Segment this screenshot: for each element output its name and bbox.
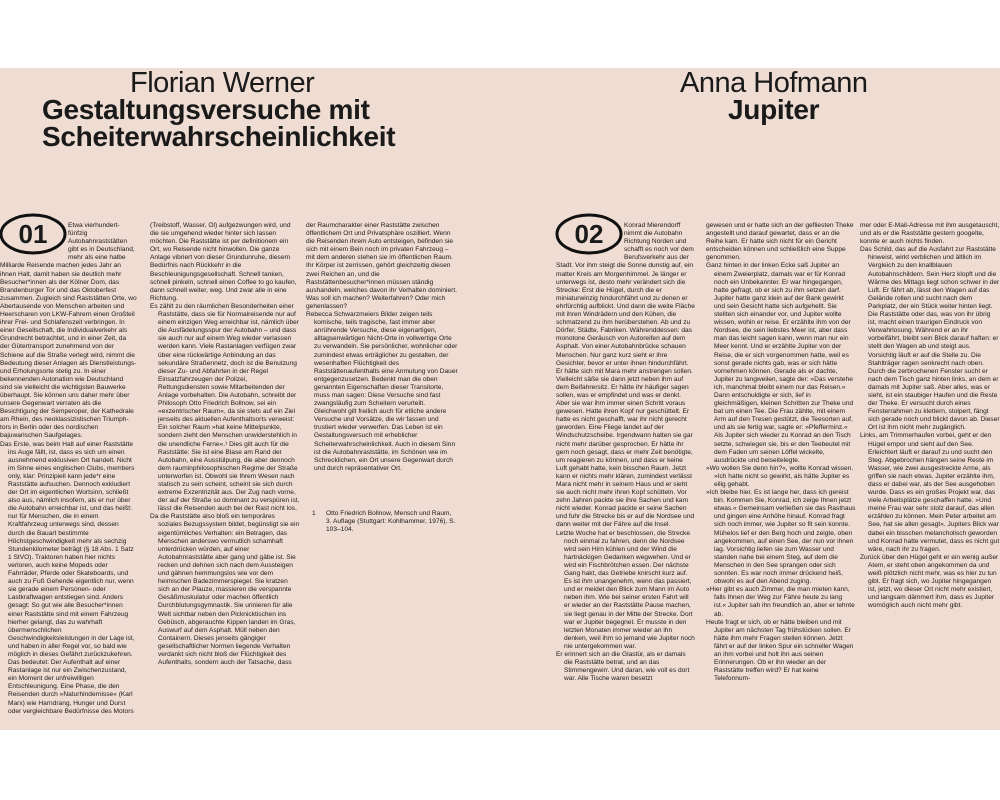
magazine-spread bbox=[0, 68, 1000, 730]
footnote-text: Otto Friedrich Bollnow, Mensch und Raum, 3. Auflage (Stuttgart: Kohlhammer, 1976), S. 103–104. bbox=[326, 510, 456, 534]
footnote-number: 1 bbox=[312, 510, 316, 517]
left-col2-para2: Es zählt zu den räumlichen Besonderheiten einer Raststätte, dass sie für Normalreisende nur auf einem einzigen Weg erreichbar ist, nämlich über die Ausfädelungsspur der Autobahn – und dass sie auch nur auf einem Weg wieder verlassen werden kann. Viele Rastanlagen verfügen zwar über eine rückwärtige Anbindung an das sekundäre Straßennetz, doch ist die Benutzung dieser Zu- und Abfahrten in der Regel Einsatzfahrzeugen der Polizei, Rettungsdiensten sowie Mitarbeitenden der Anlage vorbehalten. Die Autobahn, schreibt der Philosoph Otto Friedrich Bollnow, sei ein »exzentrischer Raum«, da sie stets auf ein Ziel jenseits des aktuellen Aufenthaltsorts verweist: Ein solcher Raum »hat keine Mittelpunkte, sondern zieht den Menschen unwiderstehlich in die unendliche Ferne«.¹ Dies gilt auch für die Raststätte: Sie ist eine Blase am Rand der Autobahn, eine Ausstülpung, die aber dennoch dem rauminphilosophischen Regime der Straße unterworfen ist. Obwohl sie Ihrem Wesen nach statisch zu sein scheint, scheint sie sich durch extreme Exzentrizität aus. Der Zug nach vorne, der auf der Straße so dominant zu verspüren ist, lässt die Reisenden auch bei der Rast nicht los. bbox=[150, 302, 300, 513]
left-column-3 bbox=[306, 222, 458, 522]
right-col3-para1: mer oder E-Mail-Adresse mit ihm ausgetauscht, und als er die Raststätte gestern googelte, konnte er auch nichts finden. bbox=[860, 222, 1000, 246]
left-col3-para2: Rebecca Schwarzmeiers Bilder zeigen teils komische, teils tragische, fast immer aber anrührende Versuche, diese eigenartigen, alltagsenwärtigen Nicht-Orte in vollwertige Orte zu verwandeln. Sie persönlicher, wohnlicher oder zumindest etwas erträglicher zu gestalten, der wesenhaften Flüchtigkeit des Raststättenaufenthalts eine Anmutung von Dauer entgegenzusetzen. Bedenkt man die oben genannten Eigenschaften dieser Transitorte, muss man sagen: Diese Versuche sind fast zwangsläufig zum Scheitern verurteilt. Gleichwohl gilt freilich auch für etliche andere Versuche und Vorsätze, die wir fassen und trustiert wieder verwerfen. Das Leben ist ein Gestaltungsversuch mit erheblicher Scheiterwahrscheinlichkeit. Auch in diesem Sinn ist die Autobahnraststätte, im Schönen wie im Schrecklichen, ein Ort unsere Gegenwart durch und durch repräsentativer Ort. bbox=[306, 311, 458, 472]
left-footnote bbox=[312, 510, 458, 534]
right-col1-para1: Konrad Mierendorff nimmt die Autobahn Richtung Norden und schafft es noch vor dem Berufsverkehr aus der Stadt. Vor ihm steigt die Sonne dunstig auf, ein matter Kreis am Morgenhimmel. Je länger er unterwegs ist, desto mehr verändert sich die Strecke: Erst die Hügel, durch die er miniaturwinzig hindurchfährt und zu denen er ehrfürchtig aufblickt. Und dann die weite Fläche mit ihren Windrädern und den Kühen, die schmatzend zu ihm herüberstehen. Ab und zu Dörfer, Städte, Fabriken. Währenddessen: das monotone Geräusch von Autoreifen auf dem Asphalt. Von einer Autobahnbrücke schauen Menschen. Nur ganz kurz sieht er ihre Gesichter, bevor er unter ihnen hindurchfährt. Er hätte sich mit Mara mehr anstrengen sollen. Vielleicht säße sie dann jetzt neben ihm auf dem Beifahrersitz. Er hätte ihr häufiger sagen sollen, was er empfindet und was er denkt. Aber sie war ihm immer einen Schritt voraus gewesen. Hatte ihren Kopf nur geschüttelt. Er hatte es nicht geschafft, war ihr nicht gerecht geworden. Eine Fliege landet auf der Windschutzscheibe. Irgendwann hatten sie gar nicht mehr darüber gesprochen. Er hätte ihr gern noch gesagt, dass er mehr Zeit benötigte, um reagieren zu können, und dass er keine Luft gehabt hatte, kein bisschen Raum. Jetzt kann er nichts mehr klären, zumindest verlässt Mara nicht mehr in seinem Haus und er sieht sie auch nicht mehr ihren Kopf schütteln. Vor zehn Jahren packte sie ihre Sachen und kam nicht wieder. Konrad packte er seine Sachen und fuhr die Strecke bis er auf die Nordsee und dann weiter mit der Fähre auf die Insel. bbox=[556, 222, 695, 529]
right-col3-para2: Das Schild, das auf die Ausfahrt zur Raststätte hinweist, wirkt verblichen und ältlich im Vergleich zu den knallblauen Autobahnschildern. Sein Herz klopft und die Wärme des Mittags liegt schon schwer in der Luft. Er fährt ab, lässt den Wagen auf das Gelände rollen und sucht nach dem Parkplatz, der ein Stück weiter hinten liegt. Die Raststätte oder das, was von ihr übrig ist, macht einen traurigen Eindruck von Verwahrlosung. Während er an ihr vorbeifährt, bleibt sein Blick darauf haften: er stellt den Wagen ab und steigt aus. Vorsichtig läuft er auf die Stelle zu. Die Stahlträger ragen senkrecht nach oben. Durch die zerbrochenen Fenster sucht er nach dem Tisch ganz hinten links, an dem er damals mit Jupiter saß. Aber alles, was er sieht, ist ein staubiger Haufen und die Reste der Theke. Er versucht durch eines Fensterrahmen zu klettern, stolpert, fängt sich gerade noch und blickt davon ab. Dieser Ort ist ihm nicht mehr zugänglich. bbox=[860, 246, 1000, 432]
right-col2-para5: »Hier gibt es auch Zimmer, die man mieten kann, falls Ihnen der Weg zur Fähre heute zu lang ist.« Jupiter sah ihn freundlich an, aber er lehnte ab. bbox=[706, 586, 855, 618]
left-column-1 bbox=[0, 222, 137, 730]
left-author: Florian Werner bbox=[130, 68, 315, 99]
right-column-2 bbox=[706, 222, 856, 730]
left-col3-para1: der Raumcharakter einer Raststätte zwischen öffentlichem Ort und Privatsphäre oszilliert. Wenn die Reisenden ihrem Auto entsteigen, befinden sie sich mit einem Bein noch im privaten Fahrzeug – mit dem anderen stehen sie im öffentlichen Raum. Ihr Körper ist zerrissen, gehört gleichzeitig diesen zwei Reichen an, und die Raststättenbesucher*innen müssen ständig aushandeln, welches davon ihr Verhalten dominiert. Was soll ich machen? Weiterfahren? Oder mich gehenlassen? bbox=[306, 222, 458, 310]
right-author: Anna Hofmann bbox=[680, 68, 868, 99]
right-col3-para3: Links, am Trimmerhaufen vorbei, geht er den Hügel empor und sieht auf den See. Erleichtert läuft er darauf zu und sucht den Steg. Abgebrochen hängen seine Reste im Wasser, wie zwei ausgestreckte Arme, als griffen sie nach etwas. Jupiter erzählte ihm, dass er dabei war, als der See ausgehoben wurde. Dass es ein großes Projekt war, das viele Arbeitsplätze geschaffen hatte. »Und meine Frau war sehr stolz darauf, das allen erzählen zu können. Mein Peter arbeitet am See, hat sie allen gesagt«. Jupiters Blick war dabei ein bisschen melancholisch geworden und Konrad hatte vermutet, dass es nicht gut wäre, nach ihr zu fragen. bbox=[860, 432, 1000, 553]
right-column-1 bbox=[556, 222, 695, 730]
left-title-line1: Gestaltungsversuche mit bbox=[42, 94, 370, 125]
right-column-3 bbox=[860, 222, 1000, 730]
right-number-text: 02 bbox=[574, 219, 604, 249]
left-col2-para1: (Treibstoff, Wasser, Öl) aufgezwungen wird, und die sie umgehend wieder hinter sich lassen möchten. Die Raststätte ist per definitionem ein Ort, wo Reisende nicht hinwollen. Die ganze Anlage vibriert von dieser Grundunruhe, diesem Bedürfnis nach Rückkehr in die Beschleunigungsgesellschaft. Schnell tanken, schnell pinkeln, schnell einen Coffee to go kaufen, dann schnell weiter, weg. Und zwar alle in eine Richtung. bbox=[150, 222, 297, 302]
left-col1-para1: Etwa vierhundert-fünfzig Autobahnraststätten gibt es in Deutschland, mehr als eine halbe Milliarde Reisende machen jedes Jahr an ihnen Halt, damit haben sie deutlich mehr Besucher*innen als der Kölner Dom, das Brandenburger Tor und das Oktoberfest zusammen. Zugleich sind Raststätten Orte, wo Abertausende von Menschen arbeiten und Heerscharen von LKW-Fahrern einen Großteil ihrer Frei- und Schlafenszeit verbringen. In einer Gesellschaft, die Individualverkehr als Grundrecht betrachtet, und in einer Zeit, da der Gütertransport zunehmend von der Schiene auf die Straße verlegt wird, nimmt die Bedeutung dieser Anlagen als Dienstleistungs- und Erholungsorte stetig zu. In einer bekennenden Autonation wie Deutschland sind sie vielleicht die wichtigsten Bauwerke überhaupt. Sie können uns daher mehr über unsere Gegenwart verraten als die Besichtigung der Semperoper, der Kathedrale am Rhein, des neoklassizistischen Triumphtors in Berlin oder des nordischen bajuwarischen Saufgelages. bbox=[0, 222, 137, 440]
right-col1-para2: Letzte Woche hat er beschlossen, die Strecke noch einmal zu fahren, denn die Nordsee wird sein Hirn kühlen und der Wind die hartnäckigen Gedanken wegwehen. Und er wird ein Fischbrötchen essen. Der nächste Gang hakt, das Getriebe knirscht kurz auf. Es ist ihm unangenehm, wenn das passiert, und er meidet den Blick zum Mann im Auto neben ihm. Wie bei seiner ersten Fahrt will er wieder an der Raststätte Pause machen, sie liegt genau in der Mitte der Strecke. Dort war er Jupiter begegnet. Er musste in den letzten Monaten immer wieder an ihn denken, weil ihm so jemand wie Jupiter noch nie untergekommen war. bbox=[556, 529, 695, 650]
left-column-2 bbox=[150, 222, 300, 730]
right-col2-para3: »Wo wollen Sie denn hin?«, wollte Konrad wissen. »Ich hatte nicht so gewirkt, als hätte Jupiter es eilig gehabt. bbox=[706, 464, 854, 488]
right-col3-para4: Zurück über den Hügel geht er ein wenig außer Atem, er steht oben angekommen da und weiß plötzlich nicht mehr, was es hier zu tun gibt. Er fragt sich, wo Jupiter hingegangen ist, jetzt, wo dieser Ort nicht mehr existiert, und langsam dämmert ihm, dass es Jupiter womöglich auch nicht mehr gibt. bbox=[860, 553, 999, 610]
right-col2-para6: Heute fragt er sich, ob er hätte bleiben und mit Jupiter am nächsten Tag frühstücken sollen. Er hätte ihm mehr Fragen stellen können. Jetzt fährt er auf der linken Spur ein schneller Wagen an ihm vorbei und holt ihn aus seinen Erinnerungen. Ob er ihn wieder an der Raststätte treffen wird? Er hat keine Telefonnum- bbox=[706, 618, 854, 683]
right-col2-para2: Ganz hinten in der linken Ecke saß Jupiter an einem Zweierplatz, damals war er für Konrad noch ein Unbekannter. Er war hingegangen, hatte gefragt, ob er sich zu ihm setzen darf. Jupiter hatte ganz klein auf der Bank gewirkt und sein Gesicht hatte sich aufgehellt. Sie stellten sich einander vor, und Jupiter wollte wissen, wohin er reise. Er erzählte ihm von der Nordsee, die sein liebstes Meer ist, aber dass man das leicht sagen kann, wenn man nur ein Meer kennt. Und er erzählte Jupiter von der Reise, die er sich vorgenommen hatte, weil es sonst gerade nichts gab, was er sich hätte vornehmen können. Gerade als er dachte, Jupiter zu langweilen, sagte der: »Das verstehe ich, manchmal bleibt einem nur das Reisen.« Dann entschuldigte er sich, lief in gleichmäßigen, kleinen Schritten zur Theke und bat um einen Tee. Die Frau zählte, mit einem Arm auf den Tresen gestützt, die Teesorten auf, und als sie fertig war, sagte er: »Pfefferminz.« Als Jupiter sich wieder zu Konrad an den Tisch setzte, schwiegen sie, bis er den Teebeutel mit dem Faden um seinen Löffel wickelte, ausdrückte und beiseitelegte. bbox=[706, 262, 854, 464]
right-col2-para1: gewesen und er hatte sich an der gefliesten Theke angestellt und darauf gewartet, dass er an die Reihe kam. Er hatte sich nicht für ein Gericht entscheiden können und schließlich eine Suppe genommen. bbox=[706, 222, 854, 262]
left-number-text: 01 bbox=[18, 219, 48, 249]
right-col1-para3: Er erinnert sich an die Glastür, als er damals die Raststätte betrat, und an das Stimmengewirr. Und daran, wie voll es dort war. Alle Tische waren besetzt bbox=[556, 650, 690, 683]
left-col1-para2: Das Erste, was beim Halt auf einer Raststätte ins Auge fällt, ist, dass es sich um einen ausnehmend exklusiven Ort handelt. Nicht im Sinne eines englischen Clubs, members only, klar: Prinzipiell kann jede*r eine Raststätte aufsuchen. Dennoch exkludiert der Ort im eigentlichen Wortsinn, schließt also aus, nämlich insofern, als er nur über die Autobahn erreichbar ist, und das heißt: nur für Menschen, die in einem Kraftfahrzeug unterwegs sind, dessen durch die Bauart bestimmte Höchstgeschwindigkeit mehr als sechzig Stundenkilometer beträgt (§ 18 Abs. 1 Satz 1 StVO). Traktoren haben hier nichts verloren, auch keine Mopeds oder Fahrräder, Pferde oder Skateboards, und auch zu Fuß Gehende eigentlich nur, wenn sie gerade einem Personen- oder Lastkraftwagen entstiegen sind. Anders gesagt: So gut wie alle Besucher*innen einer Raststätte sind mit einem Fahrzeug hierher gelangt, das zu wahrhaft übermenschlichen Geschwindigkeitsleistungen in der Lage ist, und haben in aller Regel vor, so bald wie möglich in dieses Gefährt zurückzukehren. Das bedeutet: Der Aufenthalt auf einer Rastanlage ist nur ein Zwischenzustand, ein Moment der unfreiwilligen Entschleunigung. Eine Phase, die den Reisenden durch »Naturhindernisse« (Karl Marx) wie Harndrang, Hunger und Durst oder vergleichbare Bedürfnisse des Motors bbox=[0, 440, 135, 715]
number-float-spacer bbox=[556, 222, 624, 262]
right-col2-para4: »Ich bleibe hier. Es ist lange her, dass ich gereist bin. Kommen Sie, Konrad, ich zeige Ihnen jetzt etwas.« Gemeinsam verließen sie das Rasthaus und gingen eine Anhöhe hinauf. Konrad fragt sich noch immer, wie Jupiter so fit sein konnte. Mühelos lief er den Berg hoch und zeigte, oben angekommen, auf einen See, der nun vor ihnen lag. Vorsichtig liefen sie zum Wasser und standen nahe bei einem Steg, auf dem die Menschen in den See sprangen oder sich sonnten. Es war noch immer drückend heiß, obwohl es auf den Abend zuging. bbox=[706, 489, 856, 586]
left-col2-para3: Da die Raststätte also bloß ein temporäres soziales Bezugssystem bildet, begünstigt sie ein eigentümliches Verhalten: ein Betragen, das Menschen anderswo vermutlich schamhaft unterdrücken würden, auf einer Autobahnraststätte aber gang und gäbe ist. Sie recken und dehnen sich nach dem Aussteigen und gähnen hemmungslos wie vor dem heimischen Badezimmerspiegel. Sie kratzen sich an der Plauze, massieren die verspannte Gesäßmuskulatur oder machen öffentlich Durchblutungsgymnastik. Sie urinieren für alle Welt sichtbar neben den Picknicktischen ins Gebüsch, abgerauchte Kippen landen im Gras, Auswurf auf dem Asphalt. Müll neben den Containern. Dieses jenseits gängiger gesellschaftlicher Normen liegende Verhalten verdankt sich nicht bloß der Flüchtigkeit des Aufenthalts, sondern auch der Tatsache, dass bbox=[150, 513, 300, 667]
number-float-spacer bbox=[0, 222, 68, 262]
right-title: Jupiter bbox=[728, 94, 820, 125]
left-title-line2: Scheiterwahrscheinlichkeit bbox=[42, 121, 396, 152]
